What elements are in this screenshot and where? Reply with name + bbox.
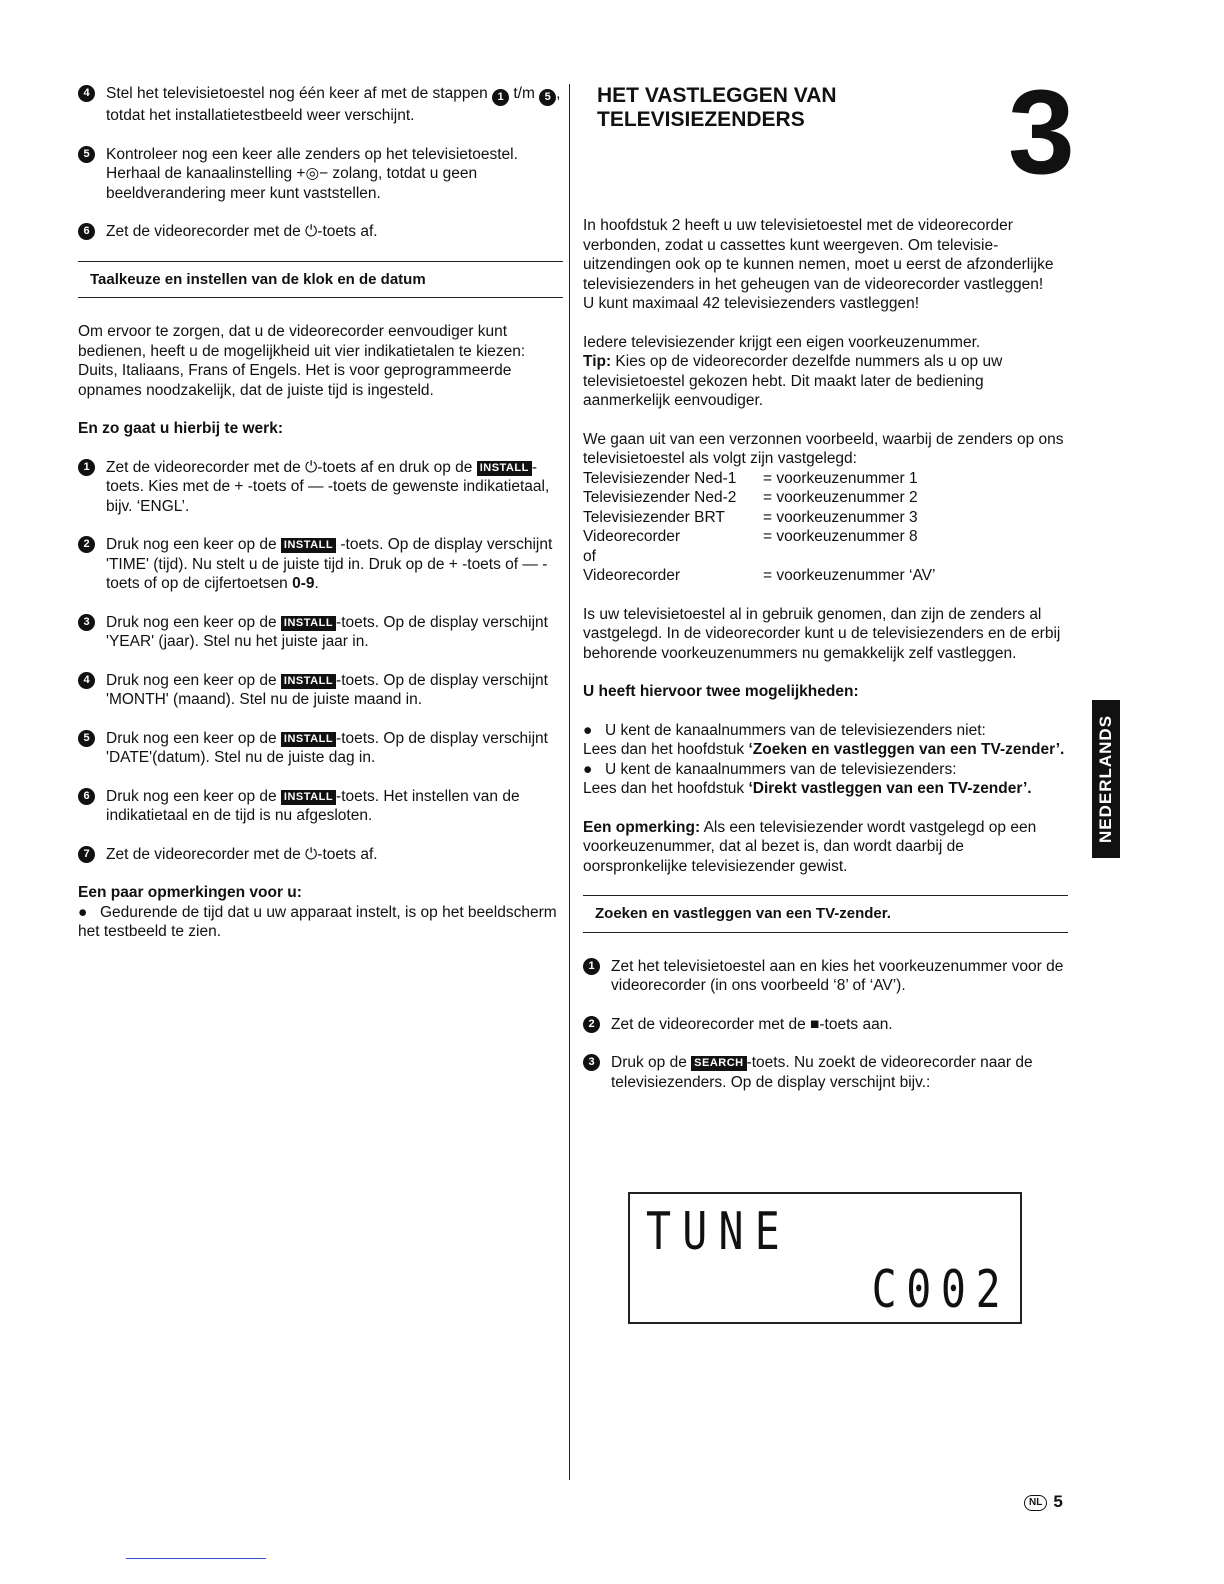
left-column (78, 84, 563, 942)
top-step (78, 145, 563, 204)
bottom-rule (126, 1558, 266, 1559)
intro-paragraph: Om ervoor te zorgen, dat u de videorecorder eenvoudiger kunt bedienen, heeft u de mogelijkheid uit vier indikatietalen te kiezen: Duits, Italiaans, Frans of Engels. Het is voor geprogrammeerde opnames noodzakelijk, dat de juiste tijd is ingesteld. (78, 323, 526, 399)
right-column (583, 84, 1068, 1111)
preset-row: Televisiezender BRT = voorkeuzenummer 3 (583, 508, 918, 526)
lcd-display (628, 1192, 1022, 1324)
right-step (583, 1053, 1068, 1092)
display-line-1: TUNE (646, 1202, 791, 1262)
preset-table (583, 469, 1068, 586)
left-step (78, 458, 563, 517)
intro-paragraph: In hoofdstuk 2 heeft u uw televisietoestel met de videorecorder verbonden, zodat u cassettes kunt weergeven. Om televisie-uitzendingen ook op te kunnen nemen, moet u eerst de afzonderlijke televisiezenders in het geheugen van de videorecorder vastleggen! U kunt maximaal 42 televisiezenders vastleggen! (583, 217, 1054, 312)
step-number-icon: 5 (78, 146, 95, 163)
step-text: Zet de videorecorder met de ■-toets aan. (611, 1015, 893, 1033)
step-number-icon: 6 (78, 223, 95, 240)
step-number-icon: 7 (78, 846, 95, 863)
nl-badge-icon: NL (1024, 1495, 1047, 1511)
chapter-title: HET VASTLEGGEN VAN TELEVISIEZENDERS (597, 84, 837, 131)
step-number-icon: 3 (78, 614, 95, 631)
language-tab: NEDERLANDS (1092, 700, 1120, 858)
preset-row: Videorecorder = voorkeuzenummer 8 (583, 528, 918, 545)
step-number-icon: 1 (78, 459, 95, 476)
step-number-icon: 4 (78, 85, 95, 102)
bullet-icon: ● (583, 760, 593, 778)
step-text: Druk op de SEARCH -toets. Nu zoekt de videorecorder naar de televisiezenders. Op de display verschijnt bijv.: (611, 1054, 1033, 1091)
step-number-icon: 2 (78, 536, 95, 553)
step-text: Zet de videorecorder met de ⏻-toets af. (106, 223, 378, 240)
possibilities-list: ● U kent de kanaalnummers van de televisiezenders niet: Lees dan het hoofdstuk ‘Zoeken en vastleggen van een TV-zender’. ● U kent de kanaalnummers van de televisiezenders: Lees dan het hoofdstuk ‘Direkt vastleggen van een TV-zender’. (583, 721, 1065, 797)
step-text: Druk nog een keer op de INSTALL -toets. Op de display verschijnt 'DATE'(datum). Stel nu de juiste dag in. (106, 729, 548, 766)
step-number-icon: 2 (583, 1016, 600, 1033)
step-text: Kontroleer nog een keer alle zenders op het televisietoestel. Herhaal de kanaalinstelling +◎− zolang, totdat u geen beeldverandering meer kunt vaststellen. (106, 145, 518, 202)
page-number: NL 5 (1024, 1492, 1063, 1512)
right-step (583, 1015, 1068, 1035)
right-step (583, 957, 1068, 996)
left-step (78, 535, 563, 594)
step-number-icon: 3 (583, 1054, 600, 1071)
how-to-heading: En zo gaat u hierbij te werk: (78, 420, 283, 437)
remarks-title: Een paar opmerkingen voor u: (78, 884, 302, 901)
column-divider (569, 84, 570, 1480)
step-text: Zet de videorecorder met de ⏻-toets af. (106, 845, 378, 863)
preset-row: Videorecorder = voorkeuzenummer ‘AV’ (583, 567, 936, 584)
preset-paragraph: Iedere televisiezender krijgt een eigen voorkeuzenummer. Tip: Kies op de videorecorder dezelfde nummers als u op uw televisietoestel gekozen hebt. Dit maakt later de bediening aanmerkelijk eenvoudiger. (583, 333, 1003, 409)
search-steps-list (583, 957, 1068, 1093)
step-number-icon: 1 (583, 958, 600, 975)
step-number-icon: 5 (78, 730, 95, 747)
steps-top-list (78, 84, 563, 242)
preset-row: of (583, 547, 596, 565)
top-step (78, 84, 563, 126)
bullet-icon: ● (583, 721, 593, 739)
step-text: Druk nog een keer op de INSTALL -toets. Het instellen van de indikatietaal en de tijd is nu afgesloten. (106, 787, 520, 824)
display-line-2: C002 (871, 1260, 1010, 1320)
possibilities-heading: U heeft hiervoor twee mogelijkheden: (583, 683, 859, 700)
step-text: Stel het televisietoestel nog één keer af met de stappen 1 t/m 5 , totdat het installatietestbeeld weer verschijnt. (106, 85, 561, 124)
remark-item: ● Gedurende de tijd dat u uw apparaat instelt, is op het beeldscherm het testbeeld te zien. (78, 903, 557, 940)
left-step (78, 671, 563, 710)
remark-paragraph: Een opmerking: Als een televisiezender wordt vastgelegd op een voorkeuzenummer, dat al bezet is, dan wordt daarbij de oorspronkelijke televisiezender gewist. (583, 818, 1037, 875)
bullet-icon: ● (78, 903, 88, 921)
steps-list (78, 458, 563, 865)
example-paragraph: We gaan uit van een verzonnen voorbeeld, waarbij de zenders op ons televisietoestel als volgt zijn vastgelegd: Televisiezender Ned-1 = voorkeuzenummer 1 Televisiezender Ned-2 = voorkeuzenummer 2 Televisiezender BRT = voorkeuzenummer 3 Videorecorder = voorkeuzenummer 8 of Videorecorder = voorkeuzenummer ‘AV’ (583, 430, 1068, 586)
chapter-number: 3 (1008, 65, 1075, 199)
left-step (78, 729, 563, 768)
preset-row: Televisiezender Ned-2 = voorkeuzenummer 2 (583, 489, 918, 506)
step-number-icon: 6 (78, 788, 95, 805)
section-title-search: Zoeken en vastleggen van een TV-zender. (583, 895, 1068, 933)
step-text: Druk nog een keer op de INSTALL -toets. Op de display verschijnt 'TIME' (tijd). Nu stelt u de juiste tijd in. Druk op de + -toets of — -toets of op de cijfertoetsen 0-9. (106, 536, 553, 592)
top-step (78, 222, 563, 242)
left-step (78, 613, 563, 652)
installed-paragraph: Is uw televisietoestel al in gebruik genomen, dan zijn de zenders al vastgelegd. In de videorecorder kunt u de televisiezenders en de erbij behorende voorkeuzenummers nu gemakkelijk zelf vastleggen. (583, 605, 1061, 662)
step-text: Zet het televisietoestel aan en kies het voorkeuzenummer voor de videorecorder (in ons voorbeeld ‘8’ of ‘AV’). (611, 957, 1064, 994)
left-step (78, 845, 563, 865)
step-text: Druk nog een keer op de INSTALL -toets. Op de display verschijnt 'MONTH' (maand). Stel nu de juiste maand in. (106, 671, 548, 708)
left-step (78, 787, 563, 826)
step-text: Druk nog een keer op de INSTALL -toets. Op de display verschijnt 'YEAR' (jaar). Stel nu het juiste jaar in. (106, 613, 548, 650)
step-number-icon: 4 (78, 672, 95, 689)
step-text: Zet de videorecorder met de ⏻-toets af en druk op de INSTALL -toets. Kies met de + -toets of — -toets de gewenste indikatietaal, bijv. ‘ENGL’. (106, 458, 550, 515)
preset-row: Televisiezender Ned-1 = voorkeuzenummer 1 (583, 469, 918, 487)
section-title-language-clock: Taalkeuze en instellen van de klok en de datum (78, 261, 563, 299)
